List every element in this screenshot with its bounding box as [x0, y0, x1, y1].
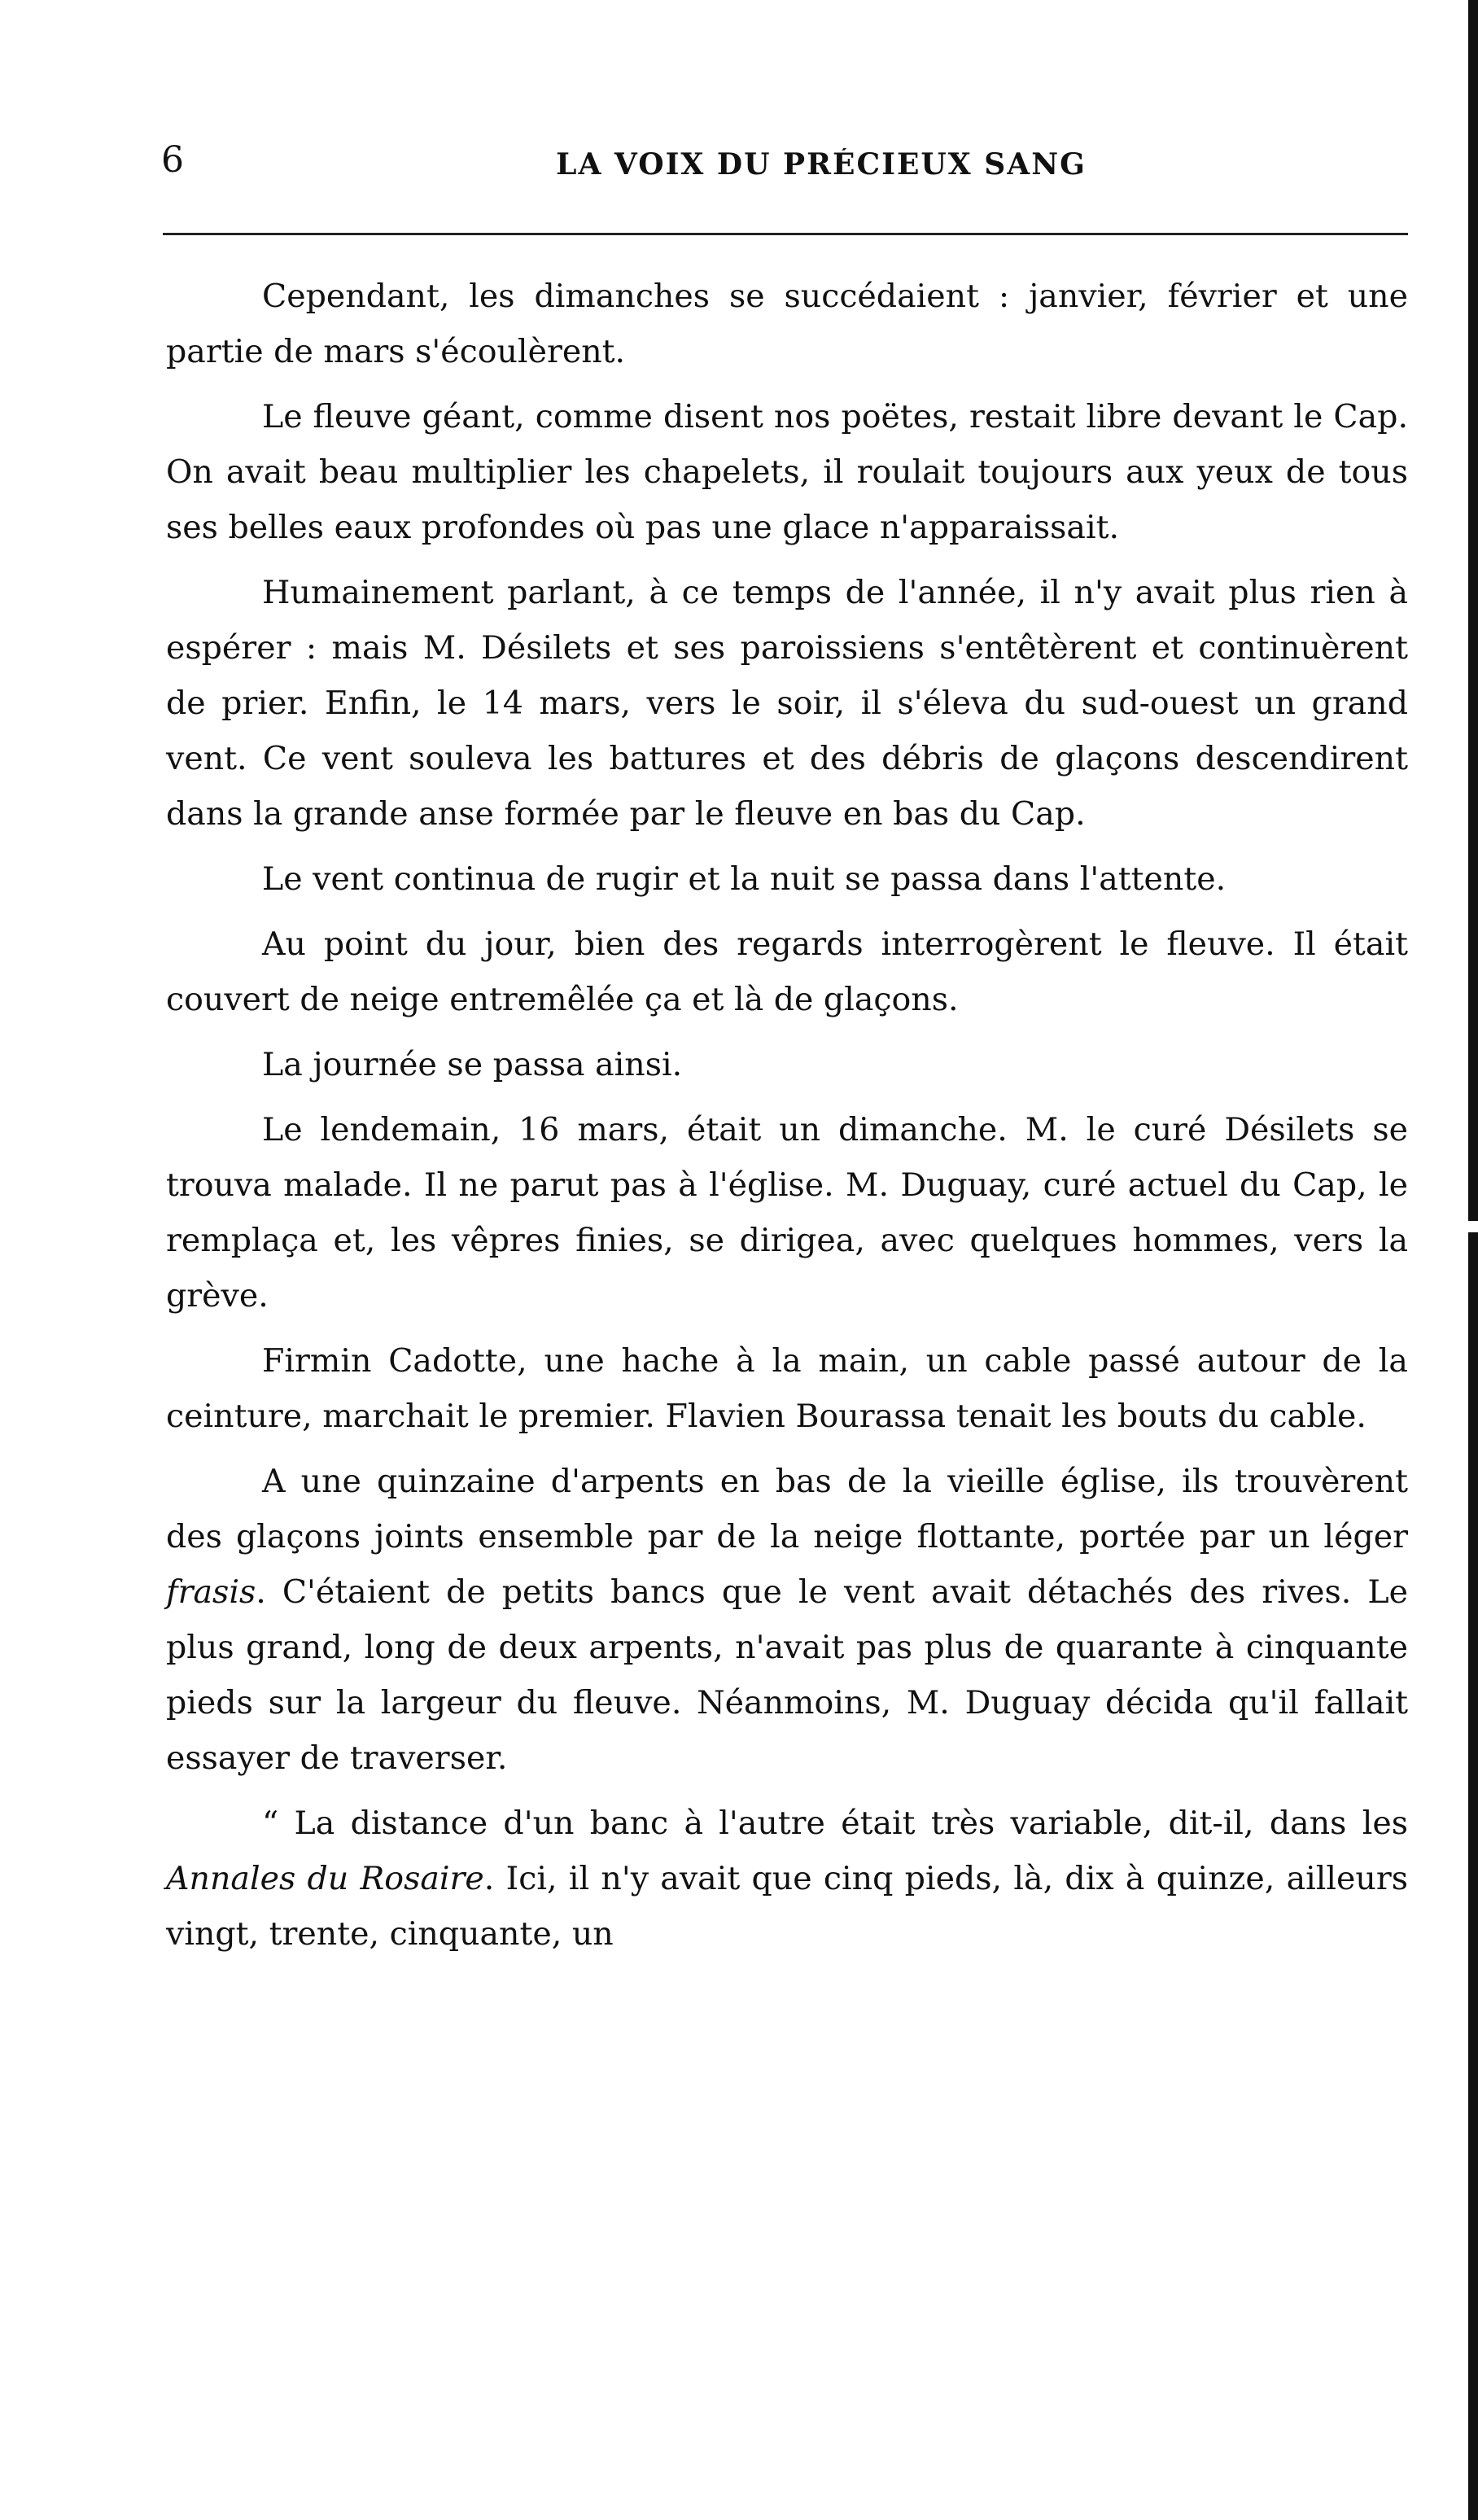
- page-edge-gap: [1468, 1221, 1478, 1232]
- paragraph-5: Au point du jour, bien des regards interrogèrent le fleuve. Il était couvert de neige entremêlée ça et là de glaçons.: [166, 925, 1408, 1018]
- paragraph-8: Firmin Cadotte, une hache à la main, un cable passé autour de la ceinture, marchait le premier. Flavien Bourassa tenait les bouts du cable.: [166, 1342, 1408, 1435]
- paragraph-9-italic-term: frasis: [166, 1573, 256, 1611]
- paragraph-10-italic-title: Annales du Rosaire: [166, 1860, 484, 1897]
- paragraph-1: Cependant, les dimanches se succédaient : janvier, février et une partie de mars s'écoulèrent.: [166, 278, 1408, 370]
- paragraph-2: Le fleuve géant, comme disent nos poëtes, restait libre devant le Cap. On avait beau multiplier les chapelets, il roulait toujours aux yeux de tous ses belles eaux profondes où pas une glace n'apparaissait.: [166, 398, 1408, 546]
- page-number: 6: [161, 139, 184, 181]
- paragraph-7: Le lendemain, 16 mars, était un dimanche. M. le curé Désilets se trouva malade. Il ne parut pas à l'église. M. Duguay, curé actuel du Cap, le remplaça et, les vêpres finies, se dirigea, avec quelques hommes, vers la grève.: [166, 1111, 1408, 1315]
- paragraph-10: [166, 1796, 1408, 1962]
- header-rule: [163, 233, 1408, 235]
- paragraph-4: Le vent continua de rugir et la nuit se passa dans l'attente.: [262, 860, 1227, 898]
- paragraph-10-text-start: “ La distance d'un banc à l'autre était très variable, dit-il, dans les: [262, 1805, 1408, 1842]
- paragraph-9-text-end: . C'étaient de petits bancs que le vent avait détachés des rives. Le plus grand, long de deux arpents, n'avait pas plus de quarante à cinquante pieds sur la largeur du fleuve. Néanmoins, M. Duguay décida qu'il fallait essayer de traverser.: [166, 1573, 1408, 1777]
- paragraph-10-text-end: . Ici, il n'y avait que cinq pieds, là, dix à quinze, ailleurs vingt, trente, cinquante, un: [166, 1860, 1408, 1953]
- running-title: LA VOIX DU PRÉCIEUX SANG: [556, 148, 1087, 181]
- paragraph-9-text-start: A une quinzaine d'arpents en bas de la vieille église, ils trouvèrent des glaçons joints ensemble par de la neige flottante, portée par un léger: [166, 1463, 1408, 1555]
- paragraph-6: La journée se passa ainsi.: [262, 1046, 683, 1083]
- paragraph-9: [166, 1454, 1408, 1786]
- paragraph-3: Humainement parlant, à ce temps de l'année, il n'y avait plus rien à espérer : mais M. Désilets et ses paroissiens s'entêtèrent et continuèrent de prier. Enfin, le 14 mars, vers le soir, il s'éleva du sud-ouest un grand vent. Ce vent souleva les battures et des débris de glaçons descendirent dans la grande anse formée par le fleuve en bas du Cap.: [166, 574, 1408, 833]
- page-edge-shadow: [1468, 0, 1478, 2520]
- page-header: [161, 132, 1415, 197]
- body-text: [166, 269, 1408, 1962]
